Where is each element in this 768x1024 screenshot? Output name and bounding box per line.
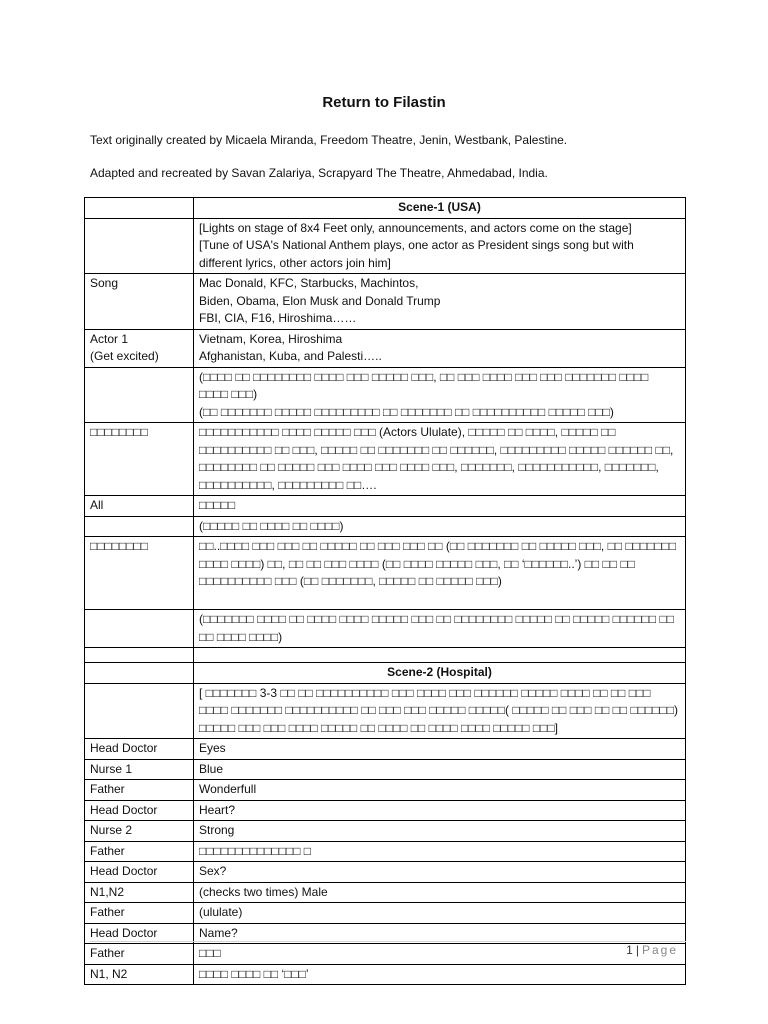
speaker-cell: Head Doctor [85, 739, 194, 760]
table-row [85, 610, 686, 648]
table-row [85, 367, 686, 423]
speaker-cell: Song [85, 274, 194, 330]
stage-direction: (□□□□ □□ □□□□□□□□ □□□□ □□□ □□□□□ □□□, □□ □□□ □□□□ □□□ □□□ □□□□□□□ □□□□ □□□□ □□□) [199, 369, 649, 401]
dialogue-cell [194, 537, 686, 610]
speaker-note: (Get excited) [90, 349, 159, 363]
table-row [85, 964, 686, 985]
blank-line [199, 591, 680, 609]
scene1-intro [194, 218, 686, 274]
speaker-cell: Head Doctor [85, 923, 194, 944]
stage-direction-cell [194, 367, 686, 423]
dialogue-cell: □□□□□ [194, 496, 686, 517]
table-row [85, 198, 686, 219]
table-row [85, 821, 686, 842]
lyric-line: FBI, CIA, F16, Hiroshima…… [199, 311, 357, 325]
song-lyrics [194, 274, 686, 330]
table-row [85, 841, 686, 862]
dialogue-cell: Sex? [194, 862, 686, 883]
table-row [85, 739, 686, 760]
page-number: 1 [626, 943, 633, 957]
speaker-cell: Father [85, 903, 194, 924]
speaker-cell [85, 198, 194, 219]
speaker-name: Actor 1 [90, 331, 129, 346]
speaker-cell: N1, N2 [85, 964, 194, 985]
dialogue-cell [194, 329, 686, 367]
blank-cell [194, 648, 686, 663]
speaker-cell: □□□□□□□□ [85, 423, 194, 496]
speaker-cell: Nurse 2 [85, 821, 194, 842]
speaker-cell: □□□□□□□□ [85, 537, 194, 610]
speaker-cell: Father [85, 944, 194, 965]
table-row [85, 274, 686, 330]
speaker-cell [85, 663, 194, 684]
dialogue-line: Afghanistan, Kuba, and Palesti….. [199, 349, 382, 363]
speaker-cell [85, 367, 194, 423]
dialogue-cell: Eyes [194, 739, 686, 760]
stage-direction: [Lights on stage of 8x4 Feet only, announcements, and actors come on the stage] [199, 220, 632, 235]
page-footer [626, 943, 678, 957]
credit-adapted: Adapted and recreated by Savan Zalariya, Scrapyard The Theatre, Ahmedabad, India. [90, 166, 548, 180]
dialogue-line: Vietnam, Korea, Hiroshima [199, 331, 343, 346]
speaker-cell: Head Doctor [85, 862, 194, 883]
speaker-cell: Father [85, 841, 194, 862]
speaker-cell: Nurse 1 [85, 759, 194, 780]
dialogue-line: □□..□□□□ □□□ □□□ □□ □□□□□ □□ □□□ □□□ □□ (□□ □□□□□□□ □□ □□□□□ □□□, □□ □□□□□□□ □□□□ □□□□) □□, □□ □□ □□□ □□□□ (□□ □□□□ □□□□□ □□□, □□ ‘□□□□□□..’) □□ □□ □□ □□□□□□□□□□ □□□ (□□ □□□□□□□, □□□□□ □□ □□□□□ □□□) [199, 539, 677, 588]
stage-direction-cell: (□□□□□ □□ □□□□ □□ □□□□) [194, 516, 686, 537]
table-row [85, 683, 686, 739]
dialogue-cell: (ululate) [194, 903, 686, 924]
page-label: Page [641, 943, 678, 957]
table-row [85, 516, 686, 537]
stage-direction-cell: (□□□□□□□ □□□□ □□ □□□□ □□□□ □□□□□ □□□ □□ □□□□□□□□ □□□□□ □□ □□□□□ □□□□□□ □□ □□ □□□□ □□□□) [194, 610, 686, 648]
speaker-cell: All [85, 496, 194, 517]
table-row [85, 496, 686, 517]
lyric-line: Biden, Obama, Elon Musk and Donald Trump [199, 293, 441, 308]
table-row [85, 800, 686, 821]
table-row [85, 329, 686, 367]
speaker-cell [85, 516, 194, 537]
dialogue-cell: Name? [194, 923, 686, 944]
stage-direction: [Tune of USA's National Anthem plays, one actor as President sings song but with different lyrics, other actors join him] [199, 238, 634, 270]
stage-direction: (□□ □□□□□□□ □□□□□ □□□□□□□□□ □□ □□□□□□□ □□ □□□□□□□□□□ □□□□□ □□□) [199, 404, 614, 419]
scene2-intro: [ □□□□□□□ 3-3 □□ □□ □□□□□□□□□□ □□□ □□□□ □□□ □□□□□□ □□□□□ □□□□ □□ □□ □□□ □□□□ □□□□□□□ □□□□□□□□□□ □□ □□□ □□□ □□□□□ □□□□□( □□□□□ □□ □□□ □□ □□ □□□□□□) □□□□□ □□□ □□□ □□□□ □□□□□ □□ □□□□ □□ □□□□ □□□□ □□□□□ □□□] [194, 683, 686, 739]
dialogue-cell: □□□□ □□□□ □□ ‘□□□’ [194, 964, 686, 985]
credit-original: Text originally created by Micaela Miranda, Freedom Theatre, Jenin, Westbank, Palestine. [90, 133, 568, 147]
speaker-cell [85, 329, 194, 367]
script-table [84, 197, 686, 985]
table-row [85, 882, 686, 903]
dialogue-cell: □□□ [194, 944, 686, 965]
lyric-line: Mac Donald, KFC, Starbucks, Machintos, [199, 276, 419, 290]
dialogue-cell: Blue [194, 759, 686, 780]
speaker-cell [85, 610, 194, 648]
speaker-cell [85, 218, 194, 274]
speaker-cell [85, 683, 194, 739]
table-row [85, 903, 686, 924]
dialogue-cell: Wonderfull [194, 780, 686, 801]
dialogue-cell: (checks two times) Male [194, 882, 686, 903]
dialogue-cell: Heart? [194, 800, 686, 821]
table-row [85, 759, 686, 780]
speaker-cell: Head Doctor [85, 800, 194, 821]
scene1-heading: Scene-1 (USA) [194, 198, 686, 219]
table-row [85, 648, 686, 663]
speaker-cell: Father [85, 780, 194, 801]
table-row [85, 423, 686, 496]
footer-divider [90, 941, 686, 942]
table-row [85, 537, 686, 610]
footer-separator: | [635, 943, 639, 957]
dialogue-cell: □□□□□□□□□□□□□□ □ [194, 841, 686, 862]
speaker-cell: N1,N2 [85, 882, 194, 903]
table-row [85, 663, 686, 684]
document-title: Return to Filastin [322, 94, 446, 111]
speaker-cell [85, 648, 194, 663]
table-row [85, 862, 686, 883]
dialogue-cell: Strong [194, 821, 686, 842]
dialogue-cell: □□□□□□□□□□□ □□□□ □□□□□ □□□ (Actors Ululate), □□□□□ □□ □□□□, □□□□□ □□ □□□□□□□□□□ □□ □□□, □□□□□ □□ □□□□□□□ □□ □□□□□□, □□□□□□□□□ □□□□□ □□□□□□ □□, □□□□□□□□ □□ □□□□□ □□□ □□□□ □□□ □□□□ □□□, □□□□□□□, □□□□□□□□□□□, □□□□□□□, □□□□□□□□□□, □□□□□□□□□ □□…. [194, 423, 686, 496]
table-row [85, 944, 686, 965]
table-row [85, 780, 686, 801]
table-row [85, 218, 686, 274]
scene2-heading: Scene-2 (Hospital) [194, 663, 686, 684]
